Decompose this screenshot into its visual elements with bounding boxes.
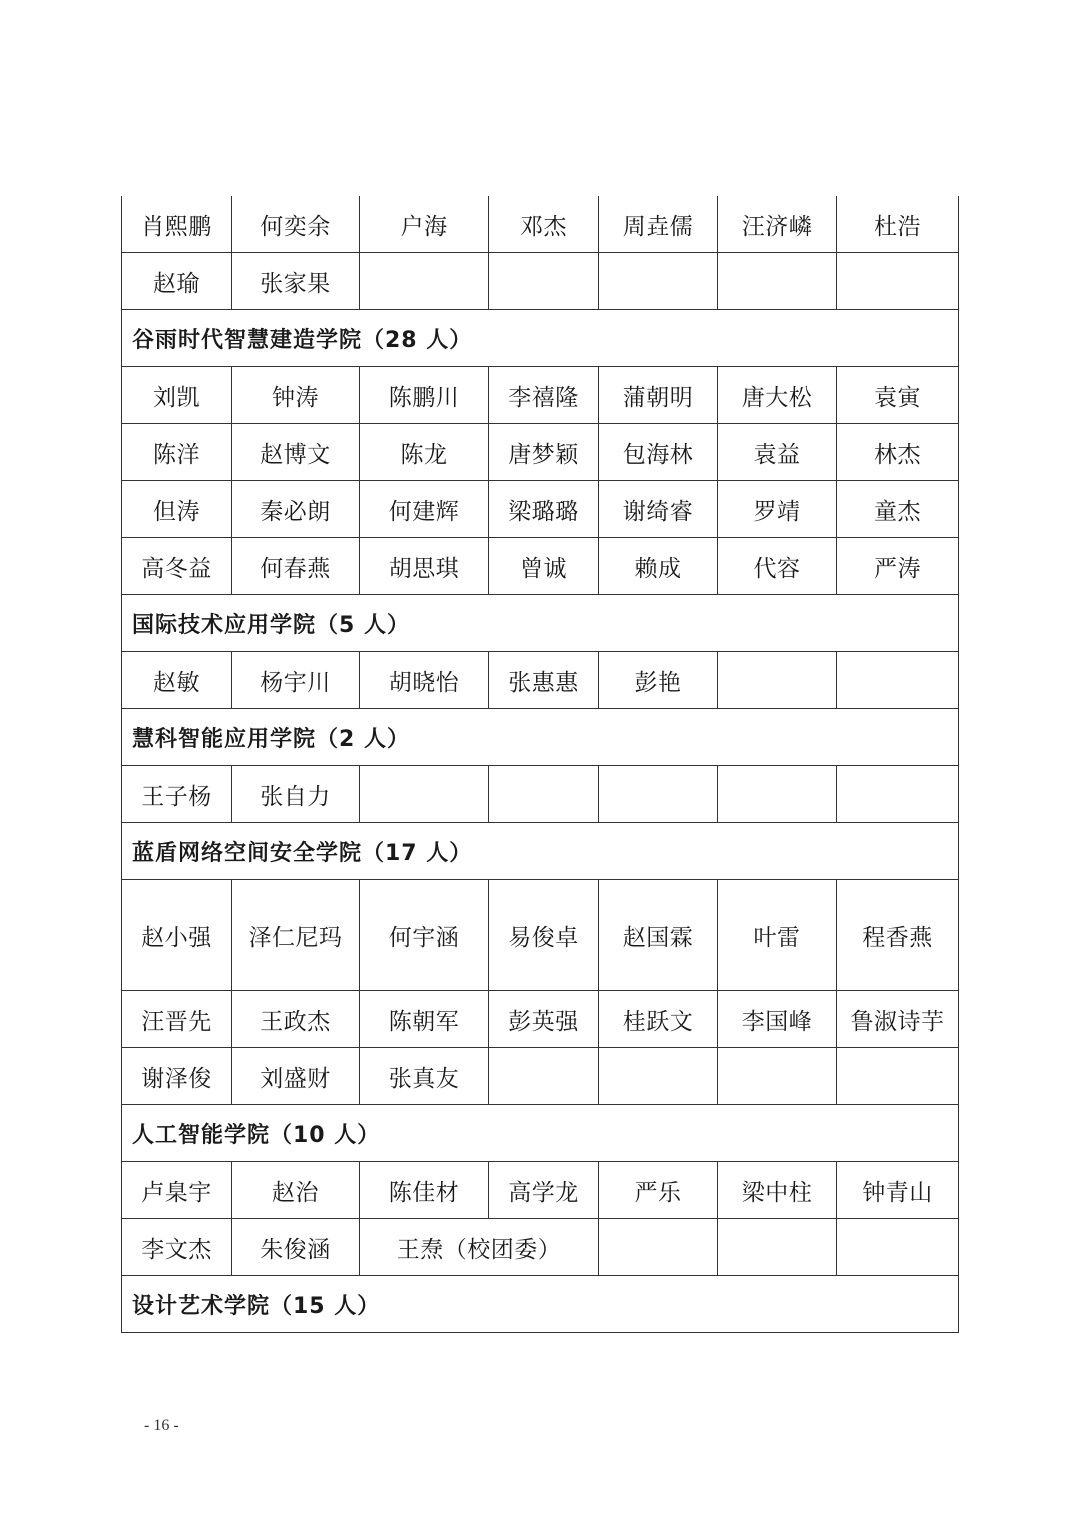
table-row xyxy=(122,538,959,595)
empty-cell xyxy=(489,253,599,310)
empty-cell xyxy=(599,766,718,823)
empty-cell xyxy=(599,1048,718,1105)
name-cell: 彭英强 xyxy=(489,991,599,1048)
name-cell: 王政杰 xyxy=(232,991,360,1048)
name-cell: 钟涛 xyxy=(232,367,360,424)
section-header-row xyxy=(122,310,959,367)
name-cell: 童杰 xyxy=(837,481,959,538)
table-row xyxy=(122,652,959,709)
name-cell: 曾诚 xyxy=(489,538,599,595)
name-cell: 袁寅 xyxy=(837,367,959,424)
name-cell: 高冬益 xyxy=(122,538,232,595)
empty-cell xyxy=(489,766,599,823)
empty-cell xyxy=(360,766,489,823)
name-cell: 程香燕 xyxy=(837,880,959,991)
table-row xyxy=(122,481,959,538)
name-cell: 赵国霖 xyxy=(599,880,718,991)
name-cell: 张家果 xyxy=(232,253,360,310)
name-cell: 陈龙 xyxy=(360,424,489,481)
name-cell: 刘盛财 xyxy=(232,1048,360,1105)
name-cell: 何宇涵 xyxy=(360,880,489,991)
table-row xyxy=(122,880,959,991)
name-cell: 李国峰 xyxy=(718,991,837,1048)
name-cell: 杨宇川 xyxy=(232,652,360,709)
section-title: 人工智能学院（10 人） xyxy=(122,1105,959,1162)
name-cell: 肖熙鹏 xyxy=(122,196,232,253)
name-cell: 何春燕 xyxy=(232,538,360,595)
empty-cell xyxy=(837,253,959,310)
name-cell: 罗靖 xyxy=(718,481,837,538)
name-cell: 赵博文 xyxy=(232,424,360,481)
name-cell: 赵瑜 xyxy=(122,253,232,310)
table-row xyxy=(122,367,959,424)
name-cell: 张自力 xyxy=(232,766,360,823)
name-cell: 代容 xyxy=(718,538,837,595)
section-header-row xyxy=(122,823,959,880)
table-row xyxy=(122,1162,959,1219)
name-cell: 何建辉 xyxy=(360,481,489,538)
name-cell: 梁璐璐 xyxy=(489,481,599,538)
empty-cell xyxy=(718,1219,837,1276)
empty-cell xyxy=(360,253,489,310)
name-cell: 叶雷 xyxy=(718,880,837,991)
name-cell: 赖成 xyxy=(599,538,718,595)
table-row xyxy=(122,253,959,310)
name-cell: 梁中柱 xyxy=(718,1162,837,1219)
empty-cell xyxy=(718,253,837,310)
empty-cell xyxy=(837,1219,959,1276)
name-cell: 王子杨 xyxy=(122,766,232,823)
name-cell: 胡晓怡 xyxy=(360,652,489,709)
section-header-row xyxy=(122,709,959,766)
name-cell: 汪济嶙 xyxy=(718,196,837,253)
table-row xyxy=(122,424,959,481)
section-title: 蓝盾网络空间安全学院（17 人） xyxy=(122,823,959,880)
name-cell: 刘凯 xyxy=(122,367,232,424)
section-title: 设计艺术学院（15 人） xyxy=(122,1276,959,1333)
name-cell: 严乐 xyxy=(599,1162,718,1219)
name-cell: 高学龙 xyxy=(489,1162,599,1219)
empty-cell xyxy=(718,652,837,709)
name-cell: 秦必朗 xyxy=(232,481,360,538)
name-cell: 陈朝军 xyxy=(360,991,489,1048)
empty-cell xyxy=(599,253,718,310)
name-cell: 何奕余 xyxy=(232,196,360,253)
name-cell: 蒲朝明 xyxy=(599,367,718,424)
section-title: 谷雨时代智慧建造学院（28 人） xyxy=(122,310,959,367)
name-cell: 胡思琪 xyxy=(360,538,489,595)
name-cell: 朱俊涵 xyxy=(232,1219,360,1276)
name-cell: 唐梦颖 xyxy=(489,424,599,481)
section-header-row xyxy=(122,1105,959,1162)
name-cell: 陈佳材 xyxy=(360,1162,489,1219)
empty-cell xyxy=(489,1048,599,1105)
name-cell: 易俊卓 xyxy=(489,880,599,991)
page-number: - 16 - xyxy=(144,1417,179,1434)
empty-cell xyxy=(718,766,837,823)
name-cell: 杜浩 xyxy=(837,196,959,253)
name-cell: 泽仁尼玛 xyxy=(232,880,360,991)
name-list-body xyxy=(122,196,959,1333)
name-cell: 陈洋 xyxy=(122,424,232,481)
section-title: 慧科智能应用学院（2 人） xyxy=(122,709,959,766)
table-row xyxy=(122,991,959,1048)
name-cell: 谢泽俊 xyxy=(122,1048,232,1105)
name-cell: 赵敏 xyxy=(122,652,232,709)
name-cell: 谢绮睿 xyxy=(599,481,718,538)
name-cell: 陈鹏川 xyxy=(360,367,489,424)
name-cell: 李文杰 xyxy=(122,1219,232,1276)
name-cell: 桂跃文 xyxy=(599,991,718,1048)
name-cell: 卢臬宇 xyxy=(122,1162,232,1219)
name-cell: 钟青山 xyxy=(837,1162,959,1219)
name-cell: 汪晋先 xyxy=(122,991,232,1048)
name-cell: 张惠惠 xyxy=(489,652,599,709)
name-cell: 彭艳 xyxy=(599,652,718,709)
name-cell: 赵治 xyxy=(232,1162,360,1219)
empty-cell xyxy=(718,1048,837,1105)
empty-cell xyxy=(837,766,959,823)
table-row xyxy=(122,196,959,253)
section-title: 国际技术应用学院（5 人） xyxy=(122,595,959,652)
name-cell: 袁益 xyxy=(718,424,837,481)
name-cell: 邓杰 xyxy=(489,196,599,253)
section-header-row xyxy=(122,1276,959,1333)
name-cell: 周垚儒 xyxy=(599,196,718,253)
table-row xyxy=(122,1219,959,1276)
section-header-row xyxy=(122,595,959,652)
table-row xyxy=(122,766,959,823)
name-cell: 赵小强 xyxy=(122,880,232,991)
name-cell: 但涛 xyxy=(122,481,232,538)
name-cell: 李禧隆 xyxy=(489,367,599,424)
name-cell: 张真友 xyxy=(360,1048,489,1105)
name-cell: 严涛 xyxy=(837,538,959,595)
name-list-table xyxy=(121,196,959,1333)
table-row xyxy=(122,1048,959,1105)
name-cell: 林杰 xyxy=(837,424,959,481)
name-cell: 唐大松 xyxy=(718,367,837,424)
empty-cell xyxy=(599,1219,718,1276)
name-cell: 户海 xyxy=(360,196,489,253)
empty-cell xyxy=(837,652,959,709)
empty-cell xyxy=(837,1048,959,1105)
name-cell: 王焘（校团委） xyxy=(360,1219,599,1276)
name-cell: 鲁淑诗芋 xyxy=(837,991,959,1048)
name-cell: 包海林 xyxy=(599,424,718,481)
